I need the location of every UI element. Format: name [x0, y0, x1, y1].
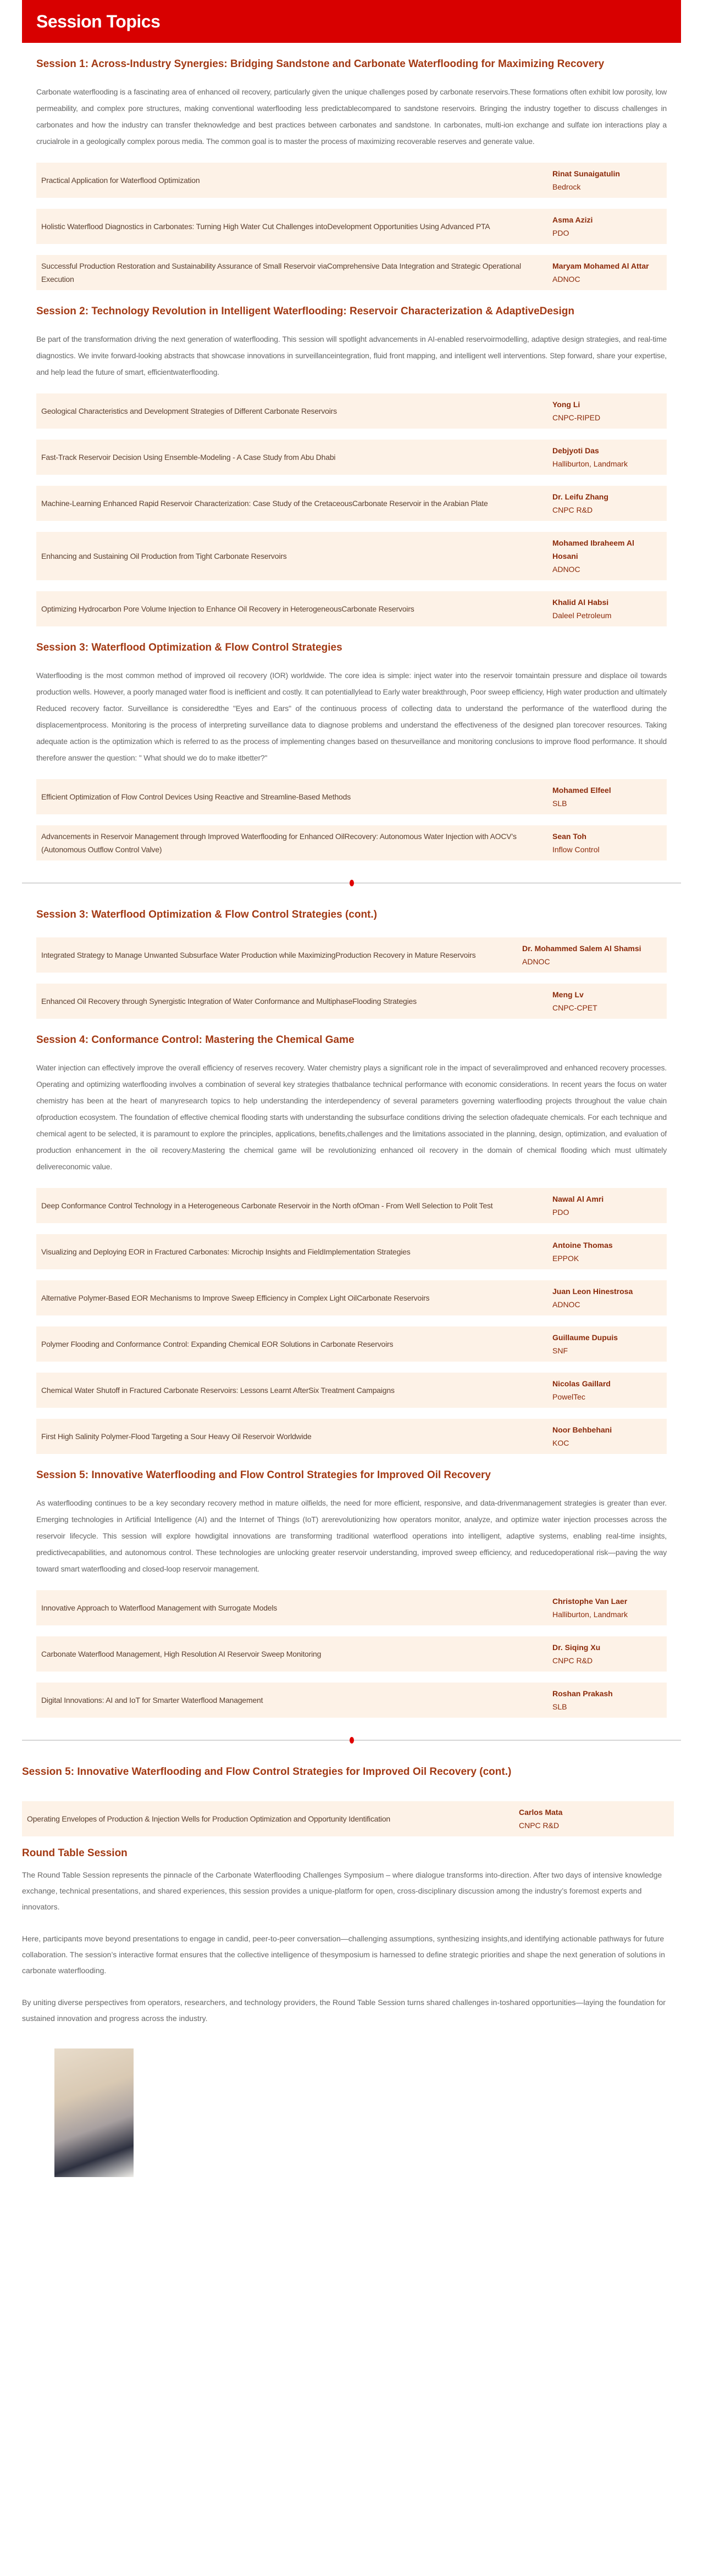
session-description: Carbonate waterflooding is a fascinating area of enhanced oil recovery, particularly given the unique challenges posed by carbonate reservoirs.These formations often exhibit low porosity, low permeability, and complex pore structures, making conventional waterflooding less predictablecompared to sandstone reservoirs. Bringing the industry together to discuss challenges in carbonates and how the industry can transfer theknowledge and best practices between carbonates and sandstone. In carbonates, multi-ion exchange and sulfate ion interactions play a crucialrole in a geologically complex porous media. The common goal is to master the process of maximizing recoverable reserves and generate value.: [36, 87, 667, 146]
talk-item: [36, 1590, 667, 1625]
talk-title: Operating Envelopes of Production & Injection Wells for Production Optimization and Opportunity Identification: [27, 1814, 391, 1823]
session-3-cont: [22, 906, 681, 1019]
speaker-name: Roshan Prakash: [552, 1689, 613, 1698]
talk-item: [36, 779, 667, 814]
session-title: Session 5: Innovative Waterflooding and Flow Control Strategies for Improved Oil Recovery (cont.): [22, 1766, 512, 1778]
talk-title: Enhancing and Sustaining Oil Production from Tight Carbonate Reservoirs: [41, 552, 287, 560]
session-description: As waterflooding continues to be a key secondary recovery method in mature oilfields, the need for more efficient, responsive, and data-drivenmanagement strategies is greater than ever. Emerging technologies in Artificial Intelligence (AI) and the Internet of Things (IoT) arerevolutionizing how operators monitor, analyze, and optimize water injection processes across the reservoir lifecycle. This session will explore howdigital innovations are transforming traditional waterflood operations into intelligent, adaptive systems, enabling real-time insights, predictivecapabilities, and autonomous control. These technologies are unlocking greater reservoir understanding, improved sweep efficiency, and reducedoperational risk—paving the way toward smart waterflooding and closed-loop reservoir management.: [36, 1498, 667, 1573]
talk-title: Holistic Waterflood Diagnostics in Carbonates: Turning High Water Cut Challenges intoDevelopment Opportunities Using Advanced PTA: [41, 222, 490, 231]
talk-title: Enhanced Oil Recovery through Synergistic Integration of Water Conformance and MultiphaseFlooding Strategies: [41, 997, 417, 1006]
talk-title: First High Salinity Polymer-Flood Targeting a Sour Heavy Oil Reservoir Worldwide: [41, 1432, 312, 1441]
talk-speaker: [536, 1285, 662, 1311]
speaker-org: SLB: [552, 799, 567, 808]
session-topics-banner: [22, 0, 681, 43]
talk-item: [36, 440, 667, 475]
divider-dot-icon: [350, 1737, 354, 1744]
speaker-org: ADNOC: [552, 565, 580, 574]
talk-speaker: [536, 1595, 662, 1621]
session-1: [22, 55, 681, 290]
speaker-name: Dr. Mohammed Salem Al Shamsi: [522, 944, 641, 953]
talk-speaker: [536, 398, 662, 424]
talk-item: [36, 1234, 667, 1269]
talk-title: Integrated Strategy to Manage Unwanted Subsurface Water Production while MaximizingProduction Recovery in Mature Reservoirs: [41, 951, 476, 959]
page-title: Session Topics: [36, 11, 160, 31]
talk-title: Deep Conformance Control Technology in a Heterogeneous Carbonate Reservoir in the North ofOman - From Well Selection to Polit Test: [41, 1201, 493, 1210]
speaker-name: Noor Behbehani: [552, 1425, 612, 1434]
speaker-org: Halliburton, Landmark: [552, 1610, 628, 1619]
talk-title: Machine-Learning Enhanced Rapid Reservoir Characterization: Case Study of the CretaceousCarbonate Reservoir in the Arabian Plate: [41, 499, 488, 508]
talk-item: [36, 937, 667, 973]
talk-title: Efficient Optimization of Flow Control Devices Using Reactive and Streamline-Based Methods: [41, 792, 351, 801]
talk-item: [36, 1373, 667, 1408]
speaker-org: Daleel Petroleum: [552, 611, 612, 620]
talk-list: [36, 1590, 667, 1718]
talk-title: Advancements in Reservoir Management through Improved Waterflooding for Enhanced OilRecovery: Autonomous Water Injection with AOCV’s (Autonomous Outflow Control Valve): [41, 832, 517, 854]
speaker-name: Mohamed Elfeel: [552, 786, 611, 795]
speaker-name: Meng Lv: [552, 990, 584, 999]
speaker-org: Inflow Control: [552, 845, 600, 854]
talk-item: [36, 591, 667, 626]
talk-speaker: [536, 830, 662, 856]
speaker-name: Asma Azizi: [552, 215, 593, 224]
session-3: [22, 639, 681, 860]
round-table-title: Round Table Session: [22, 1847, 128, 1859]
talk-item: [36, 1636, 667, 1672]
talk-list: [36, 1188, 667, 1454]
talk-list: [36, 937, 667, 1019]
round-table-photo: [54, 2048, 134, 2177]
speaker-org: CNPC R&D: [552, 506, 593, 514]
talk-speaker: [417, 1806, 669, 1832]
speaker-org: CNPC R&D: [519, 1821, 560, 1830]
speaker-org: ADNOC: [522, 957, 550, 966]
speaker-name: Nawal Al Amri: [552, 1195, 604, 1203]
round-table-photos: [22, 2048, 681, 2177]
talk-title: Optimizing Hydrocarbon Pore Volume Injection to Enhance Oil Recovery in HeterogeneousCarbonate Reservoirs: [41, 604, 414, 613]
speaker-org: CNPC-CPET: [552, 1003, 597, 1012]
talk-item: [36, 393, 667, 429]
section-divider: [22, 882, 681, 884]
talk-title: Carbonate Waterflood Management, High Resolution AI Reservoir Sweep Monitoring: [41, 1650, 322, 1658]
speaker-name: Guillaume Dupuis: [552, 1333, 618, 1342]
speaker-name: Christophe Van Laer: [552, 1597, 628, 1606]
speaker-org: Bedrock: [552, 182, 581, 191]
round-table-paragraph: The Round Table Session represents the pinnacle of the Carbonate Waterflooding Challenges Symposium – where dialogue transforms into-direction. After two days of intensive knowledge exchange, technical presentations, and shared experiences, this session provides a unique-platform for open, cross-disciplinary discussion among the industry’s foremost experts and innovators.: [22, 1870, 662, 1911]
talk-item: [36, 1280, 667, 1315]
session-4: [22, 1031, 681, 1454]
talk-item: [36, 1419, 667, 1454]
speaker-org: PowelTec: [552, 1392, 585, 1401]
talk-item: [36, 1683, 667, 1718]
session-title: Session 5: Innovative Waterflooding and Flow Control Strategies for Improved Oil Recovery: [36, 1469, 491, 1481]
talk-speaker: [536, 1377, 662, 1403]
talk-title: Innovative Approach to Waterflood Management with Surrogate Models: [41, 1603, 278, 1612]
talk-speaker: [536, 784, 662, 810]
session-title: Session 4: Conformance Control: Mastering the Chemical Game: [36, 1034, 355, 1046]
speaker-org: PDO: [552, 229, 569, 237]
talk-speaker: [536, 1192, 662, 1219]
talk-title: Alternative Polymer-Based EOR Mechanisms to Improve Sweep Efficiency in Complex Light OilCarbonate Reservoirs: [41, 1293, 430, 1302]
session-title: Session 2: Technology Revolution in Intelligent Waterflooding: Reservoir Characterization & AdaptiveDesign: [36, 306, 574, 317]
talk-speaker: [536, 1687, 662, 1713]
session-2: [22, 302, 681, 626]
speaker-name: Yong Li: [552, 400, 580, 409]
speaker-name: Rinat Sunaigatulin: [552, 169, 620, 178]
talk-speaker: [536, 1423, 662, 1450]
speaker-name: Khalid Al Habsi: [552, 598, 609, 607]
speaker-org: Halliburton, Landmark: [552, 459, 628, 468]
speaker-org: CNPC R&D: [552, 1656, 593, 1665]
talk-speaker: [536, 259, 662, 286]
talk-title: Practical Application for Waterflood Optimization: [41, 176, 200, 185]
speaker-name: Dr. Leifu Zhang: [552, 492, 608, 501]
session-description: Water injection can effectively improve the overall efficiency of reserves recovery. Water chemistry plays a significant role in the impact of severalimproved and enhanced recovery processes. Operating and optimizing waterflooding involves a combination of several key strategies thatbalance technical performance with economic considerations. In recent years the focus on water chemistry has been at the heart of manyresearch topics to help understanding the interdependency of several parameters governing waterflooding projects throughout the value chain ofproduction ecosystem. The foundation of effective chemical flooding starts with understanding the subsurface conditions driving the selection ofadequate chemicals. For each technique and chemical agent to be selected, it is paramount to explore the principles, applications, benefits,challenges and the limitations associated in the planning, design, optimization, and evaluation of production enhancement in the oil recovery.Mastering the chemical game will be revolutionizing enhanced oil recovery in the domain of chemical flooding which must ultimately delivereconomic value.: [36, 1063, 667, 1171]
speaker-org: EPPOK: [552, 1254, 579, 1263]
talk-item: [36, 984, 667, 1019]
speaker-name: Juan Leon Hinestrosa: [552, 1287, 633, 1296]
talk-speaker: [536, 596, 662, 622]
talk-item: [36, 825, 667, 860]
talk-item: [36, 1326, 667, 1362]
talk-title: Geological Characteristics and Development Strategies of Different Carbonate Reservoirs: [41, 407, 337, 415]
talk-list: [36, 779, 667, 860]
talk-speaker: [536, 1641, 662, 1667]
speaker-name: Mohamed Ibraheem Al Hosani: [552, 538, 634, 560]
talk-item: [36, 255, 667, 290]
session-title: Session 3: Waterflood Optimization & Flow Control Strategies: [36, 642, 342, 653]
session-5: [22, 1466, 681, 1718]
speaker-name: Maryam Mohamed Al Attar: [552, 262, 649, 270]
speaker-name: Dr. Siqing Xu: [552, 1643, 601, 1652]
speaker-org: CNPC-RIPED: [552, 413, 601, 422]
speaker-org: SLB: [552, 1702, 567, 1711]
session-description: Waterflooding is the most common method of improved oil recovery (IOR) worldwide. The core idea is simple: inject water into the reservoir tomaintain pressure and displace oil towards production wells. However, a poorly managed water flood is inefficient and costly. It can potentiallylead to Early water breakthrough, Poor sweep efficiency, High water production and ultimately Reduced recovery factor. Surveillance is consideredthe "Eyes and Ears" of the continuous process of collecting data to understand the performance of the waterflood during the displacementprocess. Monitoring is the process of interpreting surveillance data to diagnose problems and understand the effectiveness of the designed plan torecover resources. Taking adequate action is the optimization which is referred to as the process of implementing changes based on thesurveillance and monitoring conclusions to improve flood performance. It should therefore answer the question: " What should we do to make itbetter?": [36, 671, 667, 762]
speaker-name: Carlos Mata: [519, 1808, 563, 1817]
speaker-org: KOC: [552, 1439, 569, 1447]
session-5-cont: [22, 1763, 681, 2177]
talk-speaker: [536, 213, 662, 240]
talk-item: [36, 486, 667, 521]
speaker-name: Sean Toh: [552, 832, 586, 841]
talk-title: Digital Innovations: AI and IoT for Smarter Waterflood Management: [41, 1696, 263, 1705]
talk-speaker: [536, 1331, 662, 1357]
talk-title: Successful Production Restoration and Sustainability Assurance of Small Reservoir viaComprehensive Data Integration and Strategic Operational Execution: [41, 262, 521, 284]
talk-title: Polymer Flooding and Conformance Control: Expanding Chemical EOR Solutions in Carbonate Reservoirs: [41, 1340, 394, 1348]
speaker-org: SNF: [552, 1346, 568, 1355]
speaker-org: PDO: [552, 1208, 569, 1217]
talk-item: [36, 209, 667, 244]
session-title: Session 3: Waterflood Optimization & Flow Control Strategies (cont.): [36, 909, 377, 920]
talk-speaker: [536, 167, 662, 193]
talk-speaker: [536, 1239, 662, 1265]
talk-title: Chemical Water Shutoff in Fractured Carbonate Reservoirs: Lessons Learnt AfterSix Treatment Campaigns: [41, 1386, 395, 1395]
talk-list: [36, 163, 667, 290]
session-title: Session 1: Across-Industry Synergies: Bridging Sandstone and Carbonate Waterflooding for Maximizing Recovery: [36, 58, 605, 70]
talk-speaker: [536, 444, 662, 470]
section-divider: [22, 1740, 681, 1741]
divider-dot-icon: [350, 880, 354, 886]
speaker-name: Debjyoti Das: [552, 446, 599, 455]
talk-item: [36, 163, 667, 198]
speaker-org: ADNOC: [552, 1300, 580, 1309]
talk-speaker: [536, 536, 662, 576]
talk-item: [36, 532, 667, 580]
talk-speaker: [536, 988, 662, 1014]
talk-list: [36, 393, 667, 626]
session-description: Be part of the transformation driving the next generation of waterflooding. This session will spotlight advancements in AI-enabled reservoirmodelling, adaptive design strategies, and real-time diagnostics. We invite forward-looking abstracts that showcase innovations in surveillanceintegration, fluid front mapping, and intelligent well interventions. Step forward, share your expertise, and help lead the future of smart, efficientwaterflooding.: [36, 335, 667, 376]
talk-speaker: [514, 942, 662, 968]
talk-title: Visualizing and Deploying EOR in Fractured Carbonates: Microchip Insights and FieldImplementation Strategies: [41, 1247, 411, 1256]
talk-speaker: [536, 490, 662, 517]
round-table-paragraph: By uniting diverse perspectives from operators, researchers, and technology providers, the Round Table Session turns shared challenges in-toshared opportunities—laying the foundation for sustained innovation and progress across the industry.: [22, 1998, 666, 2023]
speaker-name: Nicolas Gaillard: [552, 1379, 611, 1388]
talk-title: Fast-Track Reservoir Decision Using Ensemble-Modeling - A Case Study from Abu Dhabi: [41, 453, 336, 462]
round-table-paragraph: Here, participants move beyond presentations to engage in candid, peer-to-peer conversation—challenging assumptions, synthesizing insights,and identifying actionable pathways for future collaboration. The session’s interactive format ensures that the collective intelligence of thesymposium is harnessed to define strategic priorities and shape the next generation of solutions in carbonate waterflooding.: [22, 1934, 665, 1975]
speaker-name: Antoine Thomas: [552, 1241, 613, 1250]
talk-item: [22, 1801, 674, 1836]
speaker-org: ADNOC: [552, 275, 580, 284]
talk-list: [22, 1801, 674, 1836]
talk-item: [36, 1188, 667, 1223]
